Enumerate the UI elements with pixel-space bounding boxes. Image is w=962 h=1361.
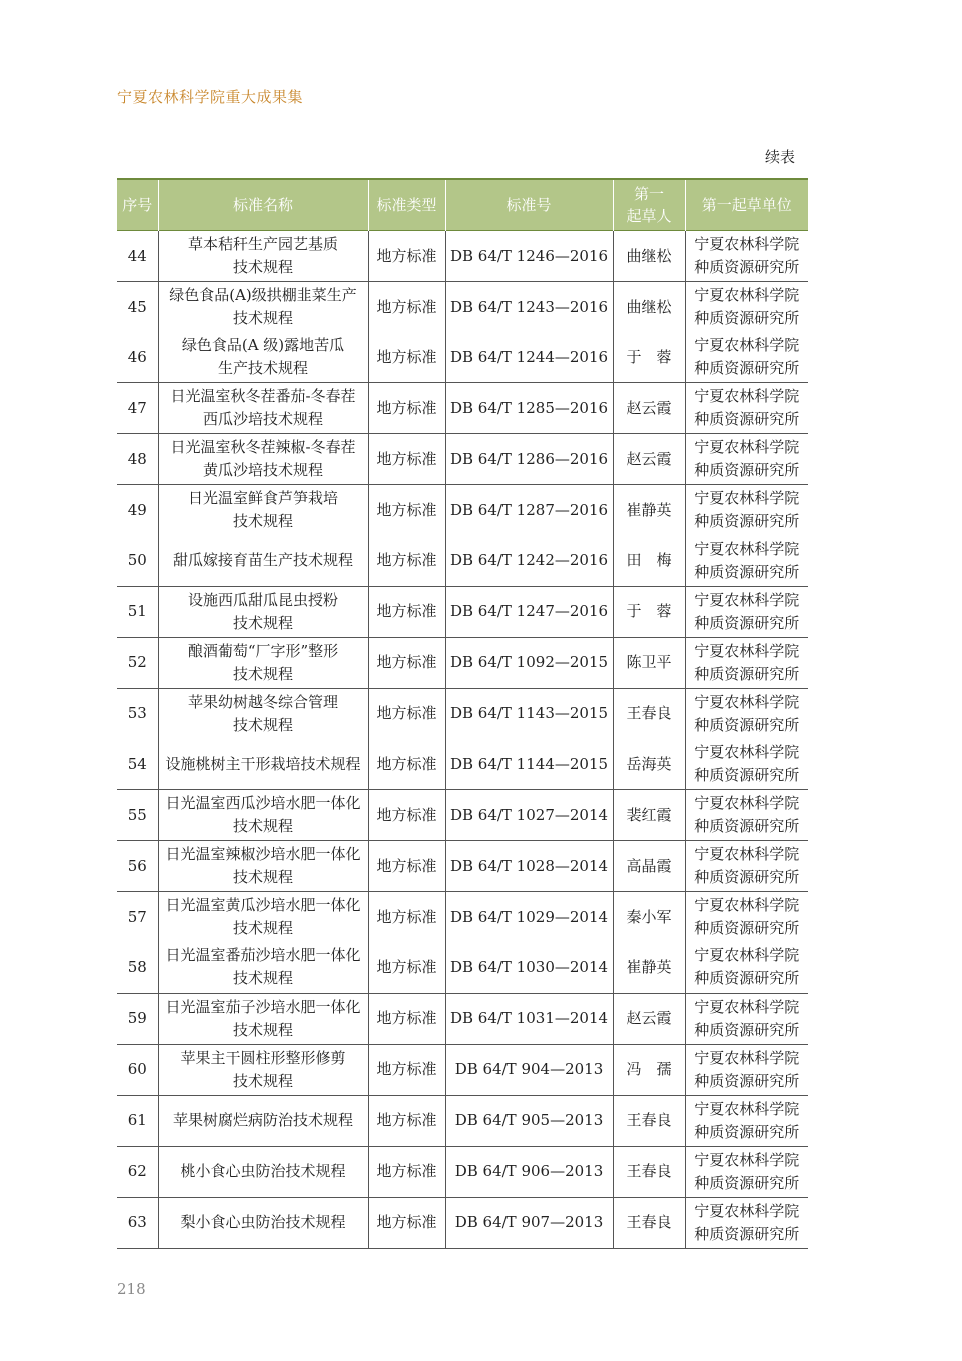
first-drafter-cell: 裴红霞 — [613, 790, 685, 841]
first-drafter-cell: 崔静英 — [613, 485, 685, 536]
row-number-cell: 63 — [117, 1197, 158, 1248]
first-drafter-cell: 王春良 — [613, 1146, 685, 1197]
table-row — [117, 282, 808, 333]
standard-name-cell: 设施西瓜甜瓜昆虫授粉 技术规程 — [158, 586, 368, 637]
standard-code-cell: DB 64/T 1242—2016 — [445, 536, 613, 587]
standard-type-cell: 地方标准 — [368, 942, 445, 993]
standards-table — [117, 178, 808, 1249]
column-header-name: 标准名称 — [158, 179, 368, 231]
standard-type-cell: 地方标准 — [368, 841, 445, 892]
standard-type-cell: 地方标准 — [368, 586, 445, 637]
standard-name-cell: 梨小食心虫防治技术规程 — [158, 1197, 368, 1248]
drafting-unit-cell: 宁夏农林科学院 种质资源研究所 — [694, 489, 800, 531]
standard-name-cell: 绿色食品(A 级)露地苦瓜 生产技术规程 — [158, 332, 368, 383]
standard-code-cell: DB 64/T 1285—2016 — [445, 383, 613, 434]
table-row — [117, 1044, 808, 1095]
row-number-cell: 60 — [117, 1044, 158, 1095]
first-drafter-cell: 王春良 — [613, 1197, 685, 1248]
drafting-unit-cell: 宁夏农林科学院 种质资源研究所 — [685, 790, 808, 841]
drafting-unit-cell: 宁夏农林科学院 种质资源研究所 — [694, 286, 800, 328]
standard-type-cell: 地方标准 — [368, 282, 445, 333]
drafting-unit-cell: 宁夏农林科学院 种质资源研究所 — [685, 536, 808, 587]
standard-code-cell: DB 64/T 1247—2016 — [445, 586, 613, 637]
drafting-unit-cell: 宁夏农林科学院 种质资源研究所 — [685, 332, 808, 383]
first-drafter-cell: 赵云霞 — [613, 383, 685, 434]
standard-code-cell: DB 64/T 1031—2014 — [445, 993, 613, 1044]
row-number-cell: 55 — [117, 790, 158, 841]
standard-code-cell: DB 64/T 1244—2016 — [445, 332, 613, 383]
table-row — [117, 993, 808, 1044]
standard-code-cell: DB 64/T 1144—2015 — [445, 739, 613, 790]
drafting-unit-cell: 宁夏农林科学院 种质资源研究所 — [685, 942, 808, 993]
table-row — [117, 485, 808, 536]
table-body — [117, 231, 808, 1249]
row-number-cell: 48 — [117, 434, 158, 485]
column-header-code: 标准号 — [445, 179, 613, 231]
standard-type-cell: 地方标准 — [368, 332, 445, 383]
first-drafter-cell: 赵云霞 — [613, 434, 685, 485]
standard-code-cell: DB 64/T 1029—2014 — [445, 892, 613, 943]
standard-type-cell: 地方标准 — [368, 993, 445, 1044]
standard-name-cell: 草本秸秆生产园艺基质 技术规程 — [158, 231, 368, 282]
standard-type-cell: 地方标准 — [368, 790, 445, 841]
first-drafter-cell: 高晶霞 — [613, 841, 685, 892]
table-row — [117, 231, 808, 282]
standard-name-cell: 绿色食品(A)级拱棚韭菜生产 技术规程 — [158, 282, 368, 333]
standard-code-cell: DB 64/T 1027—2014 — [445, 790, 613, 841]
column-header-type: 标准类型 — [368, 179, 445, 231]
standard-name-cell: 日光温室黄瓜沙培水肥一体化 技术规程 — [158, 892, 368, 943]
standard-code-cell: DB 64/T 1143—2015 — [445, 688, 613, 739]
page-number: 218 — [117, 1280, 146, 1298]
drafting-unit-cell: 宁夏农林科学院 种质资源研究所 — [685, 637, 808, 688]
row-number-cell: 51 — [117, 586, 158, 637]
column-header-unit: 第一起草单位 — [685, 179, 808, 231]
standard-code-cell: DB 64/T 907—2013 — [445, 1197, 613, 1248]
table-row — [117, 536, 808, 587]
first-drafter-cell: 王春良 — [613, 1095, 685, 1146]
first-drafter-cell: 田 梅 — [613, 536, 685, 587]
row-number-cell: 50 — [117, 536, 158, 587]
first-drafter-cell: 于 蓉 — [613, 586, 685, 637]
standard-type-cell: 地方标准 — [368, 434, 445, 485]
drafting-unit-cell: 宁夏农林科学院 种质资源研究所 — [685, 383, 808, 434]
standard-name-cell: 日光温室辣椒沙培水肥一体化 技术规程 — [158, 841, 368, 892]
drafting-unit-cell: 宁夏农林科学院 种质资源研究所 — [685, 231, 808, 282]
first-drafter-cell: 秦小军 — [613, 892, 685, 943]
drafting-unit-cell: 宁夏农林科学院 种质资源研究所 — [685, 1197, 808, 1248]
standard-type-cell: 地方标准 — [368, 688, 445, 739]
table-row — [117, 739, 808, 790]
drafting-unit-cell: 宁夏农林科学院 种质资源研究所 — [694, 896, 800, 938]
column-header-drafter: 第一 起草人 — [613, 179, 685, 231]
table-row — [117, 332, 808, 383]
table-row — [117, 1197, 808, 1248]
drafting-unit-cell: 宁夏农林科学院 种质资源研究所 — [694, 692, 800, 734]
drafting-unit-cell: 宁夏农林科学院 种质资源研究所 — [685, 993, 808, 1044]
first-drafter-cell: 曲继松 — [613, 231, 685, 282]
standard-code-cell: DB 64/T 1286—2016 — [445, 434, 613, 485]
standard-code-cell: DB 64/T 904—2013 — [445, 1044, 613, 1095]
first-drafter-cell: 岳海英 — [613, 739, 685, 790]
standard-name-cell: 日光温室鲜食芦笋栽培 技术规程 — [158, 485, 368, 536]
running-header-title: 宁夏农林科学院重大成果集 — [117, 88, 304, 106]
first-drafter-cell: 赵云霞 — [613, 993, 685, 1044]
standard-type-cell: 地方标准 — [368, 1044, 445, 1095]
first-drafter-cell: 王春良 — [613, 688, 685, 739]
standard-name-cell: 苹果主干圆柱形整形修剪 技术规程 — [158, 1044, 368, 1095]
standard-code-cell: DB 64/T 1287—2016 — [445, 485, 613, 536]
standard-name-cell: 日光温室秋冬茬番茄-冬春茬 西瓜沙培技术规程 — [158, 383, 368, 434]
standard-code-cell: DB 64/T 1092—2015 — [445, 637, 613, 688]
table-row — [117, 892, 808, 943]
table-row — [117, 942, 808, 993]
standard-type-cell: 地方标准 — [368, 1095, 445, 1146]
row-number-cell: 57 — [117, 892, 158, 943]
continued-label: 续表 — [764, 148, 795, 166]
first-drafter-cell: 冯 孺 — [613, 1044, 685, 1095]
table-row — [117, 688, 808, 739]
standard-code-cell: DB 64/T 905—2013 — [445, 1095, 613, 1146]
standard-name-cell: 日光温室秋冬茬辣椒-冬春茬 黄瓜沙培技术规程 — [158, 434, 368, 485]
standard-name-cell: 日光温室番茄沙培水肥一体化 技术规程 — [158, 942, 368, 993]
row-number-cell: 52 — [117, 637, 158, 688]
standard-name-cell: 苹果幼树越冬综合管理 技术规程 — [158, 688, 368, 739]
standard-code-cell: DB 64/T 1028—2014 — [445, 841, 613, 892]
drafting-unit-cell: 宁夏农林科学院 种质资源研究所 — [685, 1146, 808, 1197]
standard-name-cell: 苹果树腐烂病防治技术规程 — [158, 1095, 368, 1146]
first-drafter-cell: 于 蓉 — [613, 332, 685, 383]
table-row — [117, 383, 808, 434]
table-header-row — [117, 179, 808, 231]
standard-type-cell: 地方标准 — [368, 1197, 445, 1248]
drafting-unit-cell: 宁夏农林科学院 种质资源研究所 — [685, 739, 808, 790]
table-row — [117, 434, 808, 485]
row-number-cell: 56 — [117, 841, 158, 892]
drafting-unit-cell: 宁夏农林科学院 种质资源研究所 — [685, 841, 808, 892]
standard-name-cell: 设施桃树主干形栽培技术规程 — [158, 739, 368, 790]
standard-type-cell: 地方标准 — [368, 231, 445, 282]
table-row — [117, 1146, 808, 1197]
first-drafter-cell: 陈卫平 — [613, 637, 685, 688]
standard-type-cell: 地方标准 — [368, 637, 445, 688]
standard-type-cell: 地方标准 — [368, 892, 445, 943]
row-number-cell: 59 — [117, 993, 158, 1044]
standard-type-cell: 地方标准 — [368, 485, 445, 536]
standard-name-cell: 日光温室西瓜沙培水肥一体化 技术规程 — [158, 790, 368, 841]
table-row — [117, 586, 808, 637]
standard-code-cell: DB 64/T 1243—2016 — [445, 282, 613, 333]
standard-code-cell: DB 64/T 1246—2016 — [445, 231, 613, 282]
row-number-cell: 61 — [117, 1095, 158, 1146]
standard-type-cell: 地方标准 — [368, 383, 445, 434]
standard-name-cell: 酿酒葡萄“厂字形”整形 技术规程 — [158, 637, 368, 688]
drafting-unit-cell: 宁夏农林科学院 种质资源研究所 — [685, 1095, 808, 1146]
column-header-no: 序号 — [117, 179, 158, 231]
standard-code-cell: DB 64/T 906—2013 — [445, 1146, 613, 1197]
table-row — [117, 1095, 808, 1146]
standard-name-cell: 桃小食心虫防治技术规程 — [158, 1146, 368, 1197]
table-row — [117, 637, 808, 688]
row-number-cell: 44 — [117, 231, 158, 282]
standard-code-cell: DB 64/T 1030—2014 — [445, 942, 613, 993]
standard-type-cell: 地方标准 — [368, 1146, 445, 1197]
first-drafter-cell: 曲继松 — [613, 282, 685, 333]
row-number-cell: 54 — [117, 739, 158, 790]
drafting-unit-cell: 宁夏农林科学院 种质资源研究所 — [685, 1044, 808, 1095]
row-number-cell: 46 — [117, 332, 158, 383]
standard-name-cell: 日光温室茄子沙培水肥一体化 技术规程 — [158, 993, 368, 1044]
row-number-cell: 62 — [117, 1146, 158, 1197]
row-number-cell: 47 — [117, 383, 158, 434]
first-drafter-cell: 崔静英 — [613, 942, 685, 993]
standard-name-cell: 甜瓜嫁接育苗生产技术规程 — [158, 536, 368, 587]
standard-type-cell: 地方标准 — [368, 536, 445, 587]
drafting-unit-cell: 宁夏农林科学院 种质资源研究所 — [685, 434, 808, 485]
row-number-cell: 45 — [117, 282, 158, 333]
row-number-cell: 58 — [117, 942, 158, 993]
drafting-unit-cell: 宁夏农林科学院 种质资源研究所 — [685, 586, 808, 637]
standard-type-cell: 地方标准 — [368, 739, 445, 790]
row-number-cell: 49 — [117, 485, 158, 536]
table-row — [117, 790, 808, 841]
row-number-cell: 53 — [117, 688, 158, 739]
table-row — [117, 841, 808, 892]
